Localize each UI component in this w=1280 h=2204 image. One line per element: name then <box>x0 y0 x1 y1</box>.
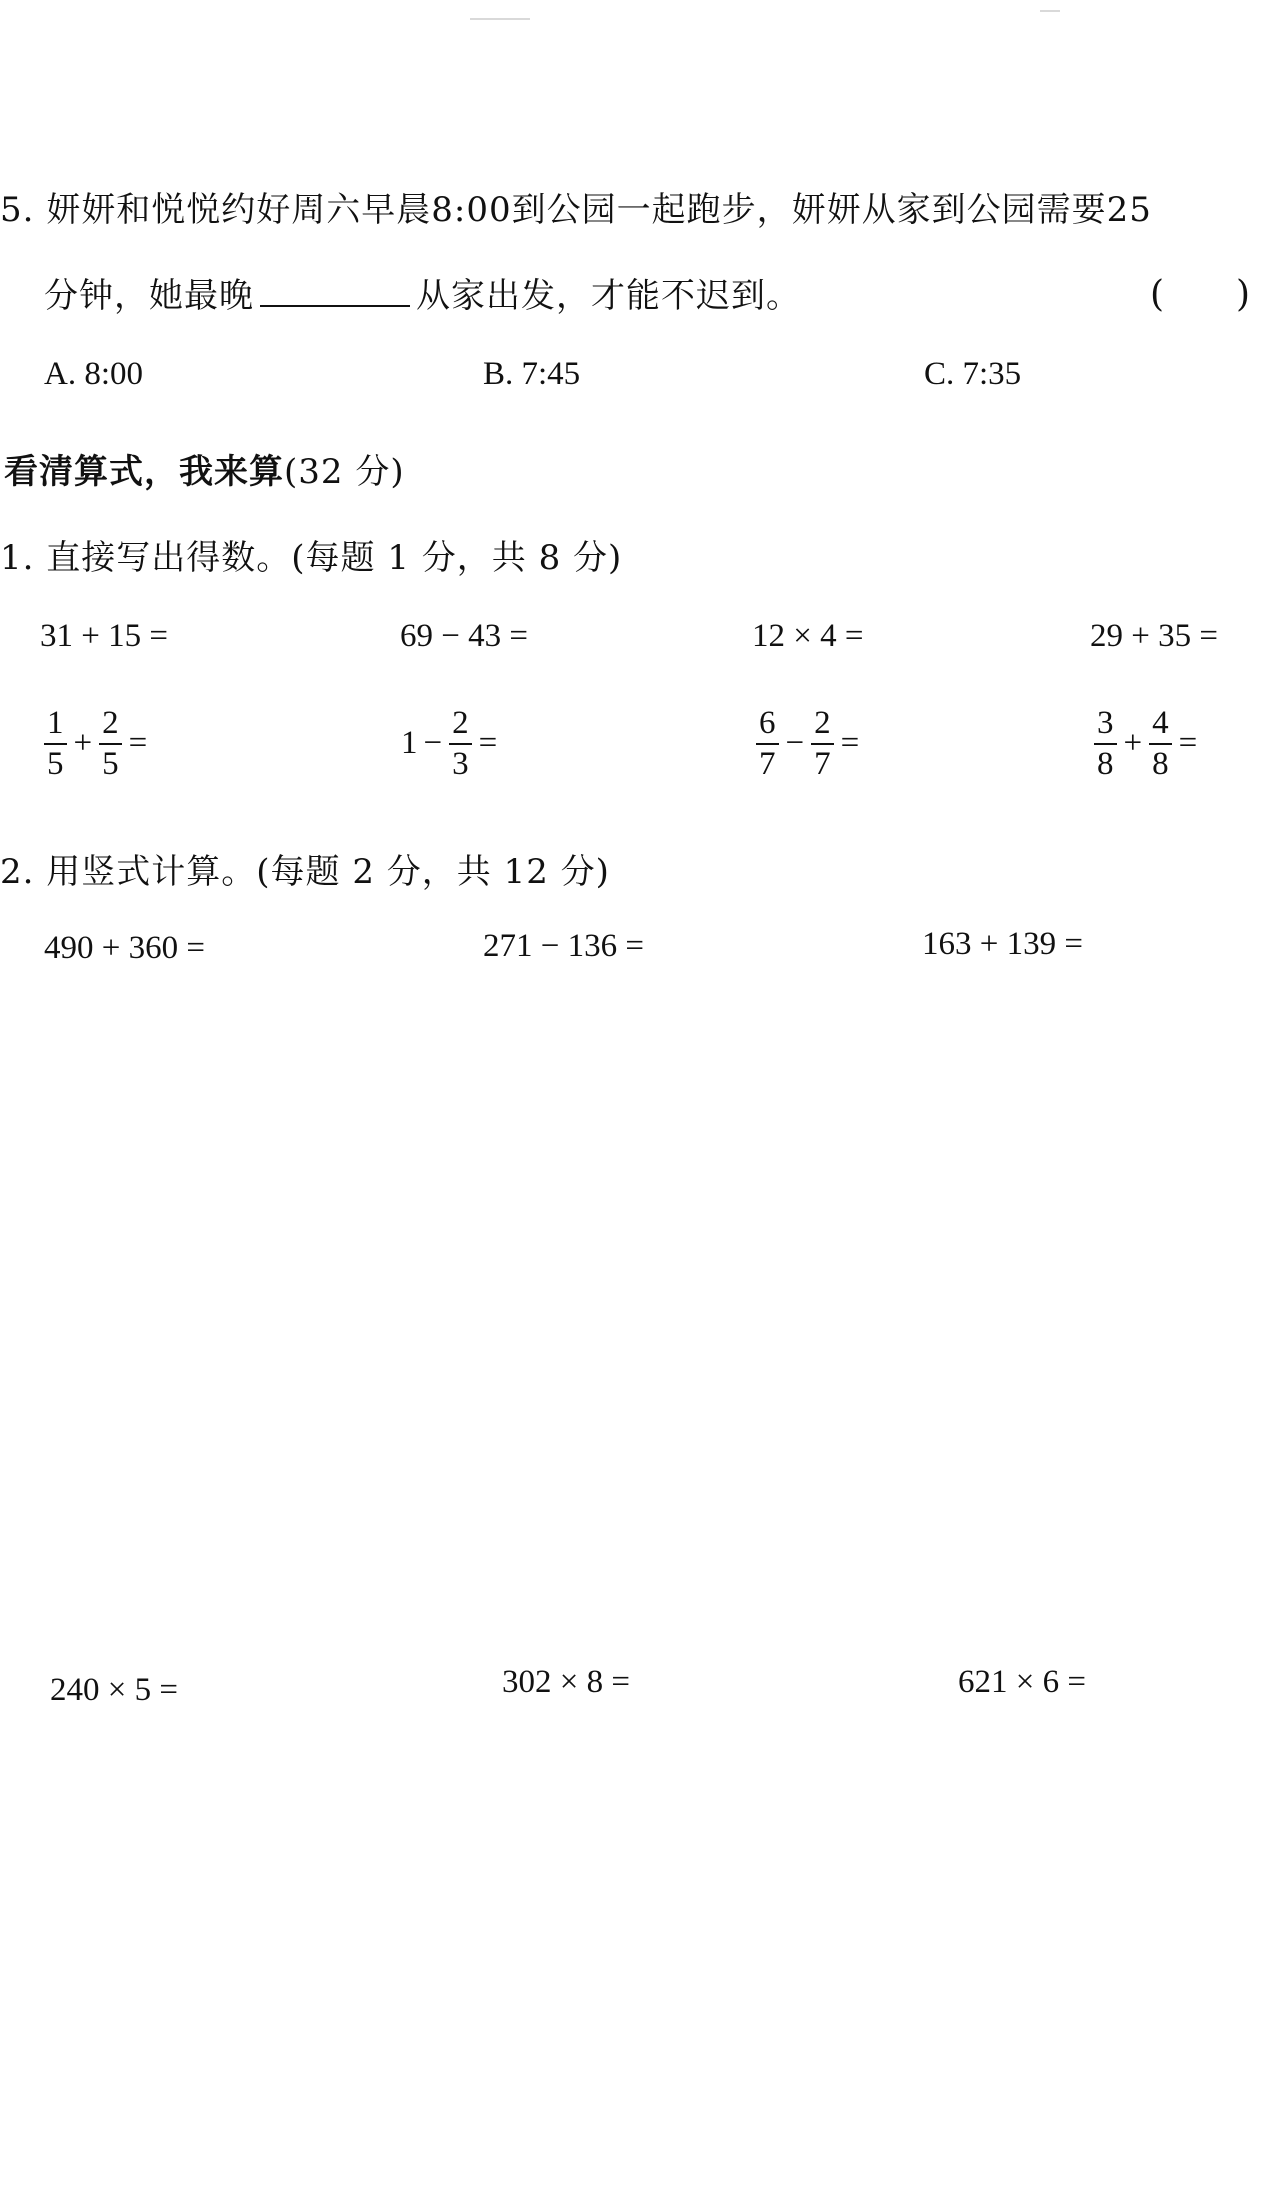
equals-sign: = <box>128 725 148 762</box>
fraction-bar <box>1094 743 1117 745</box>
vertical-calc-item: 302 × 8 = <box>502 1664 630 1700</box>
fraction <box>756 706 779 781</box>
fraction <box>99 706 122 781</box>
operator: + <box>73 725 93 762</box>
question-text-after-blank: 从家出发，才能不迟到。 <box>416 276 801 316</box>
denominator: 8 <box>1097 745 1114 782</box>
denominator: 5 <box>102 745 119 782</box>
fraction-item-2 <box>398 706 500 781</box>
equals-sign: = <box>840 725 860 762</box>
vertical-calc-item: 271 − 136 = <box>483 928 644 964</box>
fraction-item-3 <box>752 706 862 781</box>
part-1-title-text: 1. 直接写出得数。 <box>0 538 292 578</box>
fraction <box>1094 706 1117 781</box>
calc-item: 12 × 4 = <box>752 618 864 654</box>
numerator: 2 <box>452 705 469 741</box>
fraction-bar <box>1149 743 1172 745</box>
numerator: 6 <box>759 705 776 741</box>
part-1-title <box>0 530 622 579</box>
numerator: 3 <box>1097 705 1114 741</box>
denominator: 5 <box>47 745 64 782</box>
numerator: 2 <box>102 705 119 741</box>
question-text-before-blank: 分钟，她最晚 <box>44 276 254 316</box>
numerator: 2 <box>814 705 831 741</box>
question-5-line2 <box>44 268 801 317</box>
question-text: 妍妍和悦悦约好周六早晨8:00到公园一起跑步，妍妍从家到公园需要25 <box>46 190 1152 230</box>
whole-number: 1 <box>401 725 418 762</box>
operator: − <box>423 725 443 762</box>
denominator: 7 <box>759 745 776 782</box>
calc-item: 29 + 35 = <box>1090 618 1218 654</box>
part-1-note: (每题 1 分，共 8 分) <box>291 538 623 578</box>
fraction-item-1 <box>40 706 150 781</box>
option-a: A. 8:00 <box>44 356 143 392</box>
question-5-line1 <box>0 182 1152 231</box>
operator: + <box>1123 725 1143 762</box>
fraction-bar <box>99 743 122 745</box>
answer-parentheses[interactable]: ( ) <box>1150 274 1251 315</box>
fraction <box>1149 706 1172 781</box>
vertical-calc-item: 490 + 360 = <box>44 930 205 966</box>
calc-item: 69 − 43 = <box>400 618 528 654</box>
operator: − <box>785 725 805 762</box>
vertical-calc-item: 240 × 5 = <box>50 1672 178 1708</box>
denominator: 8 <box>1152 745 1169 782</box>
part-2-title-text: 2. 用竖式计算。 <box>0 852 257 892</box>
part-2-note: (每题 2 分，共 12 分) <box>256 852 610 892</box>
scan-artifact <box>470 18 530 20</box>
fraction-bar <box>756 743 779 745</box>
vertical-calc-item: 163 + 139 = <box>922 926 1083 962</box>
numerator: 4 <box>1152 705 1169 741</box>
section-title-text: 看清算式，我来算 <box>4 452 284 492</box>
denominator: 7 <box>814 745 831 782</box>
fraction <box>449 706 472 781</box>
fraction <box>44 706 67 781</box>
denominator: 3 <box>452 745 469 782</box>
option-b: B. 7:45 <box>483 356 581 392</box>
fraction-bar <box>811 743 834 745</box>
question-number: 5. <box>0 190 35 230</box>
fraction <box>811 706 834 781</box>
equals-sign: = <box>1178 725 1198 762</box>
numerator: 1 <box>47 705 64 741</box>
equals-sign: = <box>478 725 498 762</box>
vertical-calc-item: 621 × 6 = <box>958 1664 1086 1700</box>
fraction-bar <box>449 743 472 745</box>
section-title <box>4 444 405 493</box>
fraction-item-4 <box>1090 706 1200 781</box>
scan-artifact <box>1040 10 1060 12</box>
part-2-title <box>0 844 610 893</box>
section-points: (32 分) <box>284 452 405 492</box>
calc-item: 31 + 15 = <box>40 618 168 654</box>
fraction-bar <box>44 743 67 745</box>
option-c: C. 7:35 <box>924 356 1022 392</box>
answer-blank[interactable] <box>260 275 410 307</box>
